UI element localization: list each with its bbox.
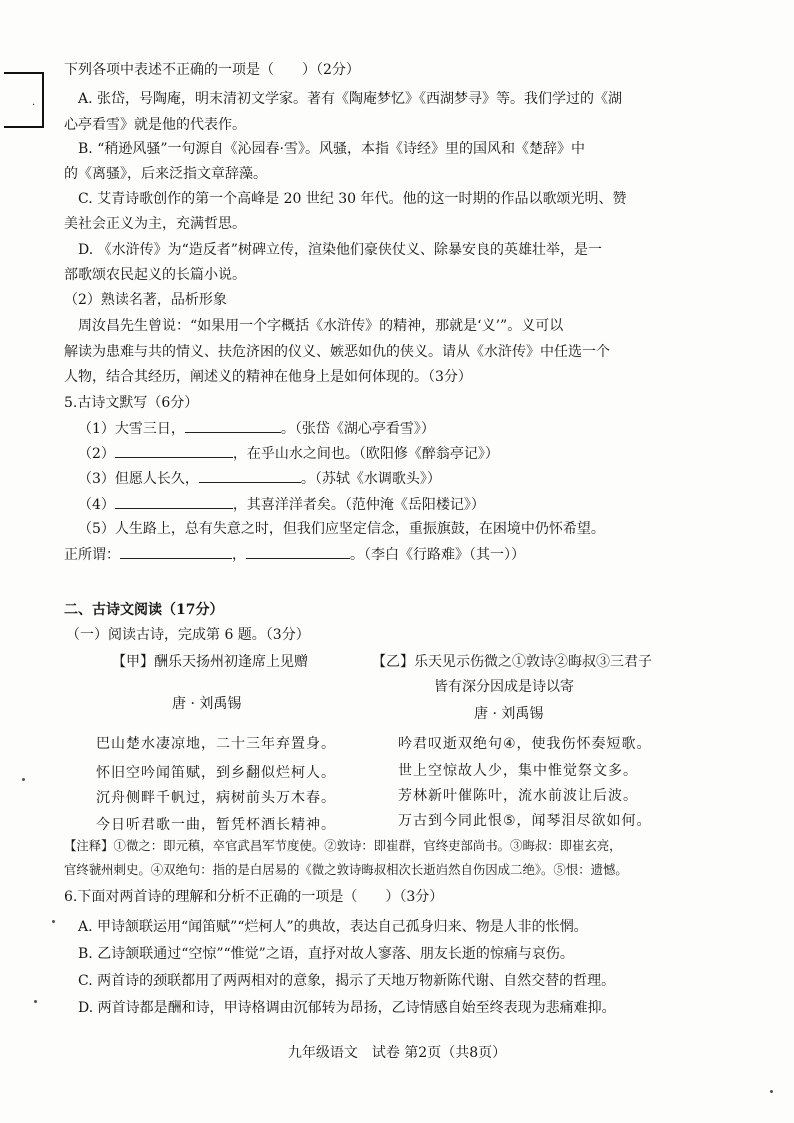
q6-stem: 6.下面对两首诗的理解和分析不正确的一项是（ ）（3分） xyxy=(64,889,444,905)
poem-a-line-1: 巴山楚水凄凉地，二十三年弃置身。 xyxy=(96,736,336,752)
q4-option-d-line2: 部歌颂农民起义的长篇小说。 xyxy=(64,267,246,283)
q5-item2-prefix: （2） xyxy=(78,446,115,462)
poem-a-title: 【甲】酬乐天扬州初逢席上见赠 xyxy=(112,654,308,670)
q4-2-para-line2: 解读为患难与共的情义、扶危济困的仪义、嫉恶如仇的侠义。请从《水浒传》中任选一个 xyxy=(64,344,610,360)
q5-item-2 xyxy=(78,443,499,464)
q5-item-5-line1: （5）人生路上，总有失意之时，但我们应坚定信念，重振旗鼓，在困境中仍怀希望。 xyxy=(78,521,605,537)
q5-item-1 xyxy=(78,418,435,439)
q4-option-b-line2: 的《离骚》，后来泛指文章辞藻。 xyxy=(64,166,267,182)
poem-b-line-3: 芳林新叶催陈叶，流水前波让后波。 xyxy=(398,788,638,804)
q4-option-b-line1: B. “稍逊风骚”一句源自《沁园春·雪》。风骚，本指《诗经》里的国风和《楚辞》中 xyxy=(78,141,585,157)
q4-2-para-line1: 周汝昌先生曾说：“如果用一个字概括《水浒传》的精神，那就是‘义’”。义可以 xyxy=(78,318,564,334)
q5-item-3 xyxy=(78,468,441,489)
q5-item4-blank[interactable] xyxy=(115,494,233,509)
poem-b-line-2: 世上空惊故人少，集中惟觉祭文多。 xyxy=(398,763,638,779)
poem-a-line-2: 怀旧空吟闻笛赋，到乡翻似烂柯人。 xyxy=(96,765,336,781)
poem-b-author: 唐 · 刘禹锡 xyxy=(474,706,544,722)
q6-option-d: D. 两首诗都是酬和诗，甲诗格调由沉郁转为昂扬，乙诗情感自始至终表现为悲痛难抑。 xyxy=(78,1000,616,1016)
q4-option-d-line1: D. 《水浒传》为“造反者”树碑立传，渲染他们豪侠仗义、除暴安良的英雄壮举，是一 xyxy=(78,242,602,258)
q5-item-4 xyxy=(78,494,485,515)
scan-speck xyxy=(770,1090,773,1093)
q5-item5-separator: ， xyxy=(232,547,246,563)
scan-speck xyxy=(52,920,55,923)
q5-item5-prefix: 正所谓： xyxy=(64,547,120,563)
q4-option-a-line1: A. 张岱，号陶庵，明末清初文学家。著有《陶庵梦忆》《西湖梦寻》等。我们学过的《湖 xyxy=(78,91,623,107)
q5-item4-prefix: （4） xyxy=(78,497,115,513)
poem-b-line-4: 万古到今同此恨⑤，闻琴泪尽欲如何。 xyxy=(398,813,652,829)
poem-b-title-line1: 【乙】乐天见示伤微之①敦诗②晦叔③三君子 xyxy=(372,654,652,670)
margin-dot: · xyxy=(32,100,36,111)
scan-speck xyxy=(34,1000,37,1003)
poem-a-author: 唐 · 刘禹锡 xyxy=(172,696,242,712)
section2-subtitle: （一）阅读古诗，完成第 6 题。（3分） xyxy=(66,627,310,643)
q5-item5-blank-2[interactable] xyxy=(246,544,350,559)
q5-item4-source: ，其喜洋洋者矣。（范仲淹《岳阳楼记》） xyxy=(232,497,485,513)
q6-option-c: C. 两首诗的颈联都用了两两相对的意象，揭示了天地万物新陈代谢、自然交替的哲理。 xyxy=(78,973,616,989)
q4-option-a-line2: 心亭看雪》就是他的代表作。 xyxy=(64,117,246,133)
q5-item5-blank-1[interactable] xyxy=(120,544,232,559)
q6-option-a: A. 甲诗颔联运用“闻笛赋”“烂柯人”的典故，表达自己孤身归来、物是人非的怅惘。 xyxy=(78,919,588,935)
binding-margin-mark xyxy=(4,72,44,128)
scan-speck xyxy=(22,778,25,781)
poem-b-title-line2: 皆有深分因成是诗以寄 xyxy=(434,679,574,695)
q6-option-b: B. 乙诗颔联通过“空惊”“惟觉”之语，直抒对故人寥落、朋友长逝的惊痛与哀伤。 xyxy=(78,946,574,962)
section2-title: 二、古诗文阅读（17分） xyxy=(64,602,224,618)
poem-a-line-4: 今日听君歌一曲，暂凭杯酒长精神。 xyxy=(96,817,336,833)
q5-item3-prefix: （3）但愿人长久， xyxy=(78,471,199,487)
q5-item2-source: ，在乎山水之间也。（欧阳修《醉翁亭记》） xyxy=(232,446,499,462)
notes-line-1: 【注释】①微之：即元稹，卒官武昌军节度使。②敦诗：即崔群，官终吏部尚书。③晦叔：即崔玄亮， xyxy=(64,838,622,853)
q4-2-para-line3: 人物，结合其经历，阐述义的精神在他身上是如何体现的。（3分） xyxy=(64,369,472,385)
q5-item3-source: 。（苏轼《水调歌头》） xyxy=(300,471,441,487)
q5-item1-prefix: （1）大雪三日， xyxy=(78,421,185,437)
q4-option-c-line1: C. 艾青诗歌创作的第一个高峰是 20 世纪 30 年代。他的这一时期的作品以歌颂光明、赞 xyxy=(78,191,627,207)
poem-b-line-1: 吟君叹逝双绝句④，使我伤怀奏短歌。 xyxy=(398,736,652,752)
q5-item1-source: 。（张岱《湖心亭看雪》） xyxy=(280,421,435,437)
q5-item3-blank[interactable] xyxy=(199,468,301,483)
q5-item-5-line2 xyxy=(64,544,525,565)
q5-title: 5.古诗文默写（6分） xyxy=(64,395,199,411)
poem-a-line-3: 沉舟侧畔千帆过，病树前头万木春。 xyxy=(96,790,336,806)
q5-item5-source: 。（李白《行路难》（其一）） xyxy=(350,547,525,563)
q4-option-c-line2: 美社会正义为主，充满哲思。 xyxy=(64,216,246,232)
q5-item2-blank[interactable] xyxy=(115,443,233,458)
notes-line-2: 官终虢州刺史。④双绝句：指的是白居易的《微之敦诗晦叔相次长逝岿然自伤因成二绝》。⑤恨：遗憾。 xyxy=(64,862,628,877)
q5-item1-blank[interactable] xyxy=(185,418,281,433)
q4-2-title: （2）熟读名著，品析形象 xyxy=(64,292,227,308)
q4-stem: 下列各项中表述不正确的一项是（ ）（2分） xyxy=(64,62,360,78)
page-footer: 九年级语文 试卷 第2页（共8页） xyxy=(287,1045,507,1061)
